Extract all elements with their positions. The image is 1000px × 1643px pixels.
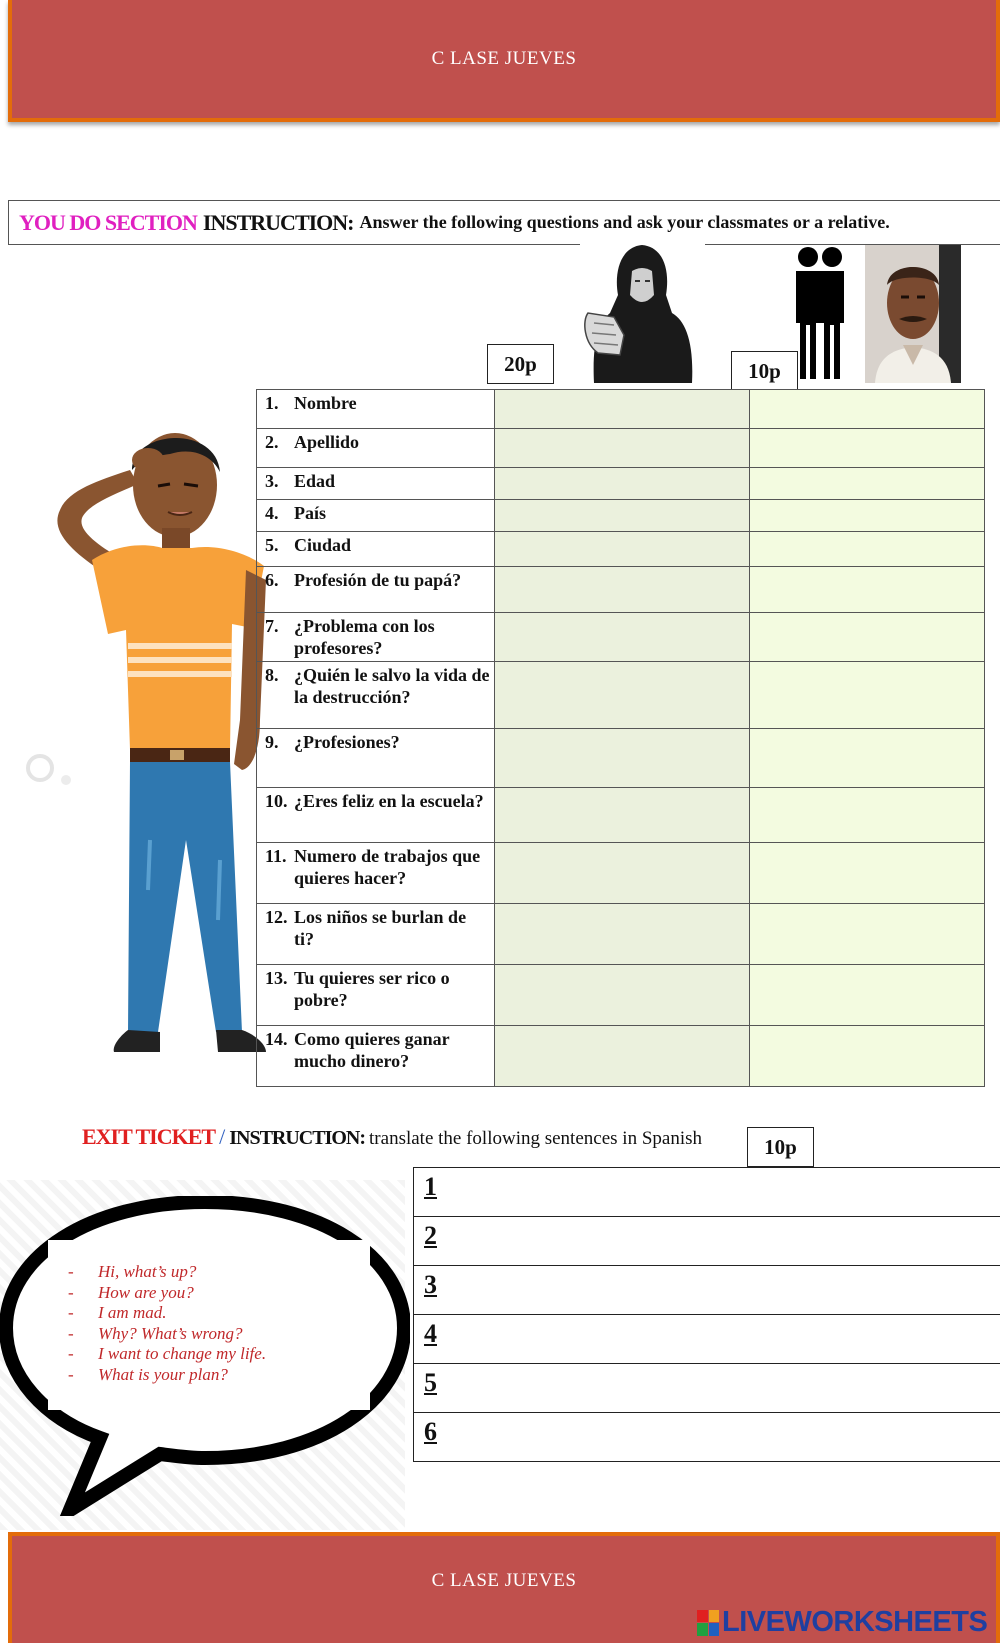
answer-number: 2 xyxy=(424,1221,437,1250)
question-row xyxy=(257,729,985,788)
instruction-text: Answer the following questions and ask your classmates or a relative. xyxy=(359,212,890,232)
bullet-dash: - xyxy=(68,1303,74,1322)
translation-answer-line[interactable] xyxy=(414,1363,1000,1412)
exit-ticket-instruction xyxy=(82,1124,702,1150)
question-number: 10. xyxy=(265,791,288,811)
question-cell xyxy=(257,904,495,965)
question-text: Ciudad xyxy=(294,535,352,555)
question-cell xyxy=(257,788,495,843)
translation-answer-line[interactable] xyxy=(414,1216,1000,1265)
answer-cell-classmate[interactable] xyxy=(750,1026,985,1087)
answer-cell-self[interactable] xyxy=(495,500,750,532)
answer-cell-classmate[interactable] xyxy=(750,729,985,788)
bullet-dash: - xyxy=(68,1262,74,1281)
translation-answer-line[interactable] xyxy=(414,1412,1000,1462)
sentence-text: I am mad. xyxy=(98,1303,167,1322)
silhouette-people-icon xyxy=(790,243,852,383)
question-row xyxy=(257,532,985,567)
liveworksheets-logo-icon xyxy=(697,1610,719,1636)
question-cell xyxy=(257,843,495,904)
question-number: 13. xyxy=(265,968,288,988)
sentence-item xyxy=(68,1344,266,1365)
liveworksheets-logo xyxy=(697,1606,987,1639)
answer-cell-self[interactable] xyxy=(495,567,750,613)
question-row xyxy=(257,788,985,843)
question-row xyxy=(257,429,985,468)
question-text: Como quieres ganar mucho dinero? xyxy=(294,1029,450,1071)
portrait-photo xyxy=(865,245,961,383)
answer-cell-classmate[interactable] xyxy=(750,965,985,1026)
sentence-text: How are you? xyxy=(98,1282,194,1302)
answer-cell-self[interactable] xyxy=(495,1026,750,1087)
question-text: ¿Problema con los profesores? xyxy=(294,616,435,658)
sentence-text: Why? What’s wrong? xyxy=(98,1323,243,1343)
question-row xyxy=(257,843,985,904)
question-number: 14. xyxy=(265,1029,288,1049)
header-title: C LASE JUEVES xyxy=(431,48,577,69)
answer-cell-classmate[interactable] xyxy=(750,662,985,729)
answer-cell-self[interactable] xyxy=(495,904,750,965)
question-text: Nombre xyxy=(294,393,357,413)
sentence-text: Hi, what’s up? xyxy=(98,1262,197,1281)
question-number: 5. xyxy=(265,535,279,555)
question-cell xyxy=(257,567,495,613)
answer-cell-self[interactable] xyxy=(495,613,750,662)
question-cell xyxy=(257,1026,495,1087)
bullet-dash: - xyxy=(68,1364,74,1384)
answer-number: 6 xyxy=(424,1417,437,1446)
answer-cell-classmate[interactable] xyxy=(750,904,985,965)
question-text: Apellido xyxy=(294,432,360,452)
question-cell xyxy=(257,468,495,500)
header-banner xyxy=(8,0,1000,122)
instruction-label: INSTRUCTION: xyxy=(202,209,354,235)
bullet-dash: - xyxy=(68,1344,74,1363)
question-row xyxy=(257,965,985,1026)
question-cell xyxy=(257,390,495,429)
question-cell xyxy=(257,662,495,729)
question-row xyxy=(257,904,985,965)
question-row xyxy=(257,1026,985,1087)
question-number: 1. xyxy=(265,393,279,413)
question-cell xyxy=(257,613,495,662)
small-sketch-icon xyxy=(24,750,74,790)
question-cell xyxy=(257,429,495,468)
answer-cell-classmate[interactable] xyxy=(750,390,985,429)
question-row xyxy=(257,567,985,613)
question-row xyxy=(257,613,985,662)
question-text: Los niños se burlan de ti? xyxy=(294,907,467,949)
question-number: 2. xyxy=(265,432,279,452)
answer-cell-self[interactable] xyxy=(495,390,750,429)
answer-cell-classmate[interactable] xyxy=(750,567,985,613)
answer-cell-self[interactable] xyxy=(495,788,750,843)
answer-cell-classmate[interactable] xyxy=(750,429,985,468)
answer-cell-classmate[interactable] xyxy=(750,468,985,500)
sentence-text: I want to change my life. xyxy=(98,1344,267,1363)
exit-instruction-label: INSTRUCTION: xyxy=(229,1127,366,1149)
answer-cell-self[interactable] xyxy=(495,468,750,500)
exit-separator: / xyxy=(219,1124,226,1149)
question-number: 9. xyxy=(265,732,279,752)
answer-lines xyxy=(413,1167,1000,1462)
question-text: Profesión de tu papá? xyxy=(294,570,462,590)
sentence-item xyxy=(68,1283,266,1304)
question-cell xyxy=(257,532,495,567)
answer-cell-self[interactable] xyxy=(495,532,750,567)
question-text: País xyxy=(294,503,327,523)
answer-number: 1 xyxy=(424,1172,437,1201)
points-col2: 10p xyxy=(731,351,798,391)
question-text: ¿Eres feliz en la escuela? xyxy=(294,791,484,811)
thinking-man-illustration xyxy=(20,420,270,1060)
sentence-item xyxy=(68,1303,266,1324)
bullet-dash: - xyxy=(68,1282,74,1302)
exit-ticket-label: EXIT TICKET xyxy=(82,1124,216,1149)
question-text: ¿Profesiones? xyxy=(294,732,400,752)
question-number: 3. xyxy=(265,471,279,491)
answer-cell-self[interactable] xyxy=(495,429,750,468)
question-text: ¿Quién le salvo la vida de la destrucción? xyxy=(294,665,490,707)
sentence-item xyxy=(68,1262,266,1283)
question-text: Numero de trabajos que quieres hacer? xyxy=(294,846,481,888)
question-number: 12. xyxy=(265,907,288,927)
question-text: Edad xyxy=(294,471,336,491)
answer-cell-classmate[interactable] xyxy=(750,613,985,662)
bullet-dash: - xyxy=(68,1323,74,1343)
sentence-list xyxy=(68,1262,266,1385)
answer-cell-self[interactable] xyxy=(495,729,750,788)
question-row xyxy=(257,662,985,729)
you-do-label: YOU DO SECTION xyxy=(19,209,197,235)
translation-answer-line[interactable] xyxy=(414,1265,1000,1314)
sentence-item xyxy=(68,1324,266,1345)
question-text: Tu quieres ser rico o pobre? xyxy=(294,968,450,1010)
answer-cell-self[interactable] xyxy=(495,965,750,1026)
answer-cell-self[interactable] xyxy=(495,662,750,729)
exit-instruction-text: translate the following sentences in Spanish xyxy=(369,1128,702,1149)
question-number: 8. xyxy=(265,665,279,685)
answer-cell-classmate[interactable] xyxy=(750,843,985,904)
question-row xyxy=(257,390,985,429)
question-cell xyxy=(257,500,495,532)
translation-answer-line[interactable] xyxy=(414,1314,1000,1363)
question-number: 11. xyxy=(265,846,287,866)
question-cell xyxy=(257,729,495,788)
question-number: 6. xyxy=(265,570,279,590)
answer-number: 3 xyxy=(424,1270,437,1299)
answer-number: 4 xyxy=(424,1319,437,1348)
sentence-item xyxy=(68,1365,266,1386)
answer-cell-classmate[interactable] xyxy=(750,532,985,567)
points-col1: 20p xyxy=(487,344,554,384)
footer-title: C LASE JUEVES xyxy=(431,1569,577,1591)
points-exit: 10p xyxy=(747,1127,814,1167)
you-do-instruction xyxy=(8,200,1000,245)
translation-answer-line[interactable] xyxy=(414,1167,1000,1216)
question-row xyxy=(257,500,985,532)
question-number: 7. xyxy=(265,616,279,636)
answer-cell-self[interactable] xyxy=(495,843,750,904)
question-row xyxy=(257,468,985,500)
sentence-text: What is your plan? xyxy=(98,1364,228,1384)
hooded-man-image xyxy=(580,243,705,383)
question-number: 4. xyxy=(265,503,279,523)
answer-cell-classmate[interactable] xyxy=(750,500,985,532)
answer-cell-classmate[interactable] xyxy=(750,788,985,843)
question-cell xyxy=(257,965,495,1026)
brand-name: LIVEWORKSHEETS xyxy=(722,1606,988,1638)
answer-number: 5 xyxy=(424,1368,437,1397)
questions-table xyxy=(256,389,985,1087)
